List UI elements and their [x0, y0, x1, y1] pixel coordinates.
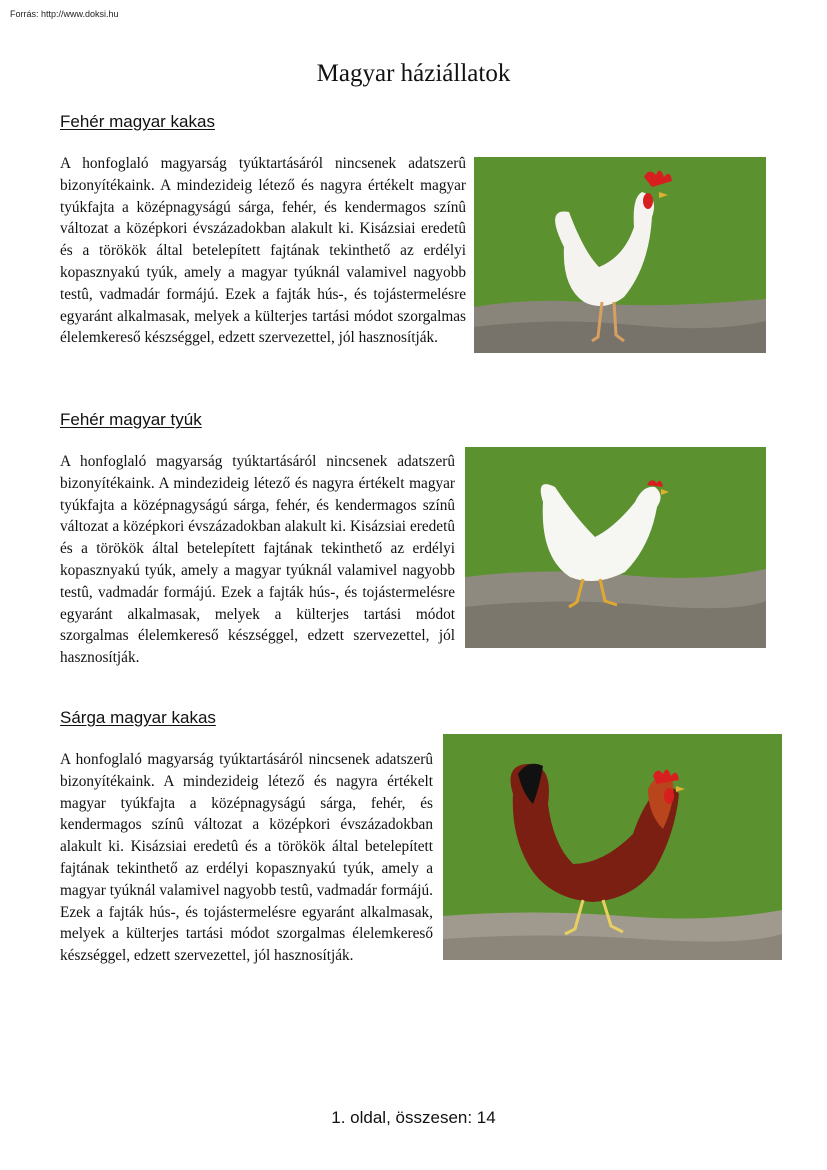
page-title: Magyar háziállatok — [316, 60, 511, 87]
white-rooster-photo — [474, 157, 766, 353]
section-text-white-hen — [60, 451, 766, 669]
section-heading-white-hen: Fehér magyar tyúk — [60, 410, 202, 429]
section-text-white-rooster — [60, 153, 766, 353]
white-hen-photo — [465, 447, 766, 648]
section-heading-yellow-rooster: Sárga magyar kakas — [60, 708, 216, 727]
page-footer: 1. oldal, összesen: 14 — [331, 1108, 496, 1127]
section-text-yellow-rooster — [60, 749, 782, 967]
section-body-white-rooster: A honfoglaló magyarság tyúktartásáról nincsenek adatszerû bizonyítékaink. A mindezideig létező és nagyra értékelt magyar tyúkfajta a középnagyságú sárga, fehér, és kendermagos színû változat a középkori évszázadokban alakult ki. Kisázsiai eredetû és a törökök által betelepített fajtának tekinthető az erdélyi kopasznyakú tyúk, amely a magyar tyúknál valamivel nagyobb testû, vadmadár formájú. Ezek a fajták hús-, és tojástermelésre egyaránt alkalmasak, melyek a külterjes tartási módot szorgalmas élelemkereső készséggel, edzett szervezettel, jól hasznosítják. — [60, 155, 466, 347]
section-body-white-hen: A honfoglaló magyarság tyúktartásáról nincsenek adatszerû bizonyítékaink. A mindezideig létező és nagyra értékelt magyar tyúkfajta a középnagyságú sárga, fehér, és kendermagos színû változat a középkori évszázadokban alakult ki. Kisázsiai eredetû és a törökök által betelepített fajtának tekinthető az erdélyi kopasznyakú tyúk, amely a magyar tyúknál valamivel nagyobb testû, vadmadár formájú. Ezek a fajták hús-, és tojástermelésre egyaránt alkalmasak, melyek a külterjes tartási módot szorgalmas élelemkereső készséggel, edzett szervezettel, jól hasznosítják. — [60, 453, 455, 667]
section-body-yellow-rooster: A honfoglaló magyarság tyúktartásáról nincsenek adatszerû bizonyítékaink. A mindezideig létező és nagyra értékelt magyar tyúkfajta a középnagyságú sárga, fehér, és kendermagos színû változat a középkori évszázadokban alakult ki. Kisázsiai eredetû és a törökök által betelepített fajtának tekinthető az erdélyi kopasznyakú tyúk, amely a magyar tyúknál valamivel nagyobb testû, vadmadár formájú. Ezek a fajták hús-, és tojástermelésre egyaránt alkalmasak, melyek a külterjes tartási módot szorgalmas élelemkereső készséggel, edzett szervezettel, jól hasznosítják. — [60, 751, 433, 965]
section-heading-white-rooster: Fehér magyar kakas — [60, 112, 215, 131]
source-line: Forrás: http://www.doksi.hu — [10, 9, 119, 19]
red-rooster-photo — [443, 734, 782, 960]
